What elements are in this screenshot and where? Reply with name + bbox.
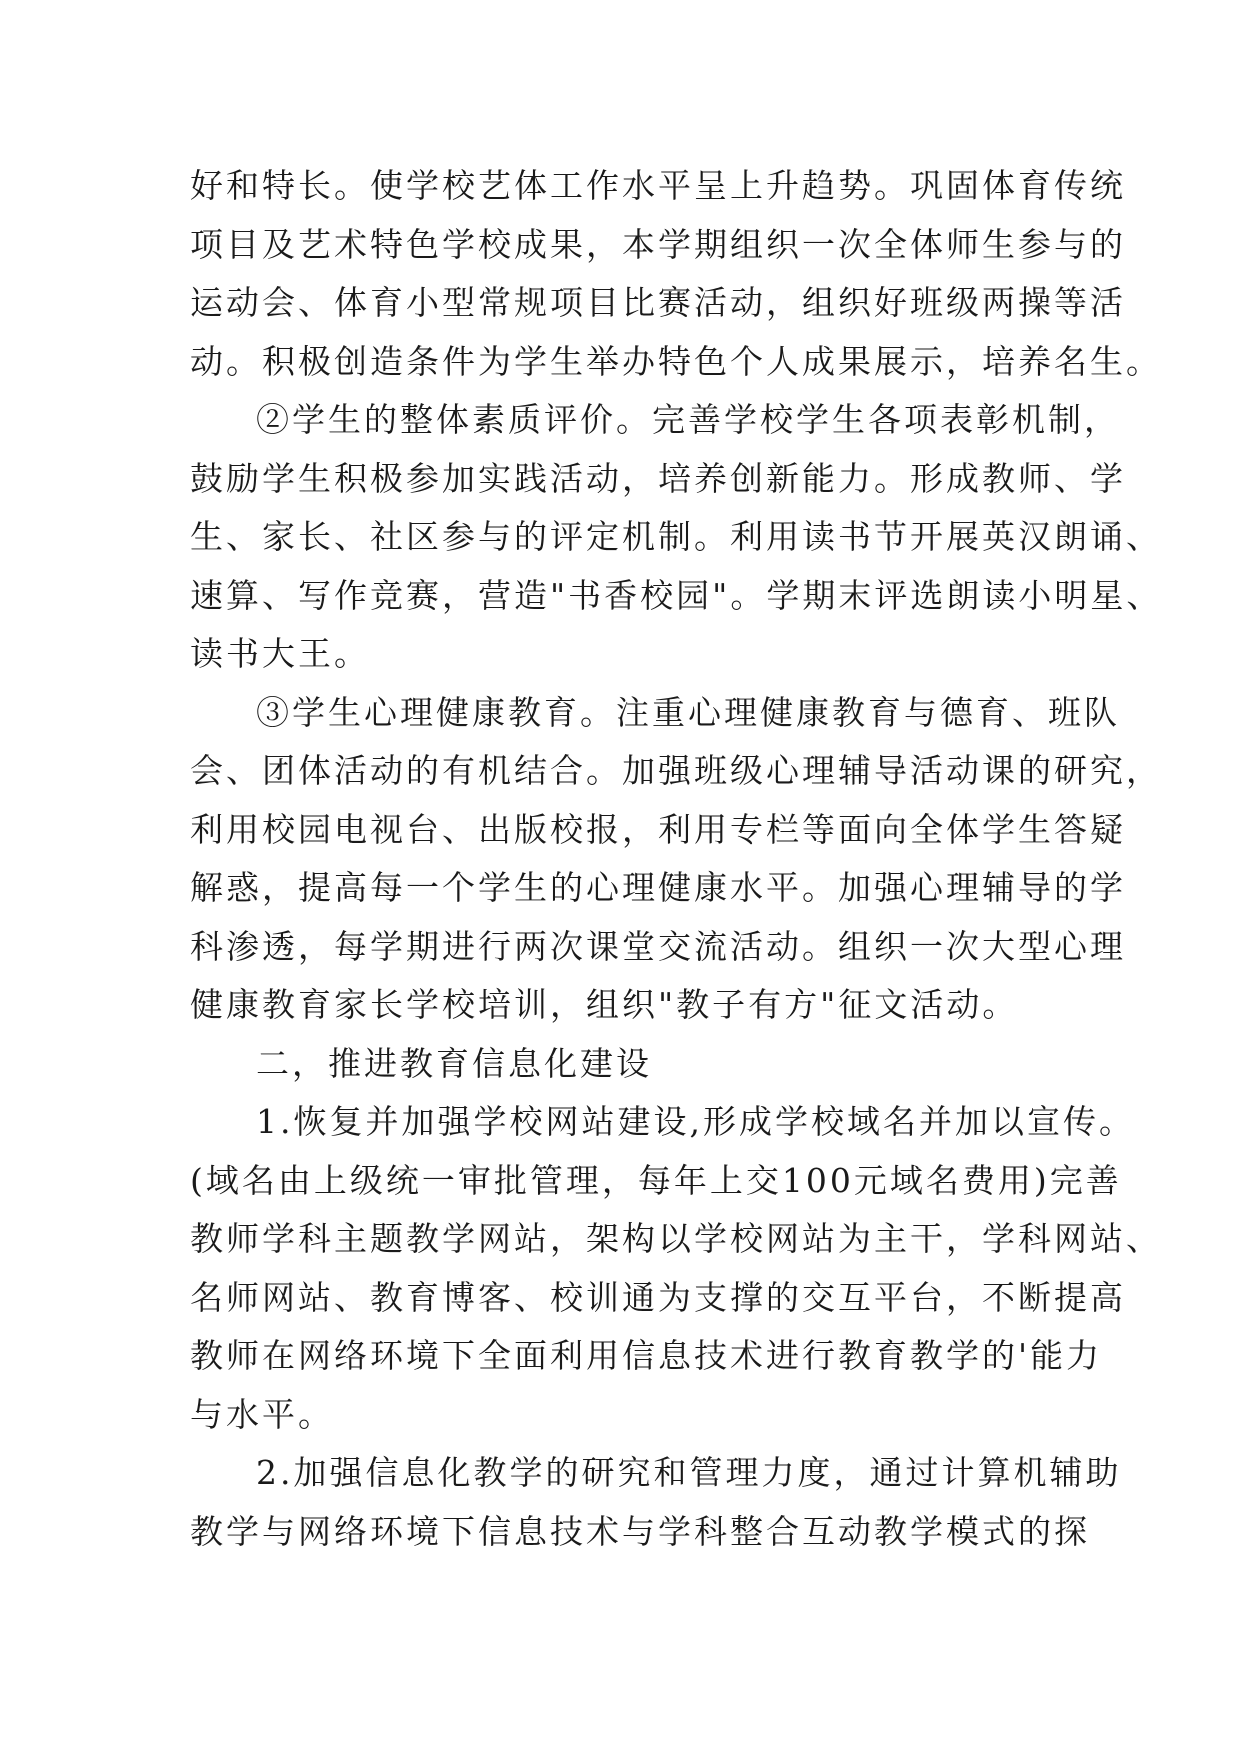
text-line: 健康教育家长学校培训，组织"教子有方"征文活动。 xyxy=(190,985,1019,1024)
paragraph-start-line: ②学生的整体素质评价。完善学校学生各项表彰机制， xyxy=(256,400,1120,439)
text-line: 利用校园电视台、出版校报，利用专栏等面向全体学生答疑 xyxy=(190,809,1126,849)
text-line: 项目及艺术特色学校成果，本学期组织一次全体师生参与的 xyxy=(190,224,1126,264)
paragraph-start-line: ③学生心理健康教育。注重心理健康教育与德育、班队 xyxy=(256,692,1120,732)
text-line: 鼓励学生积极参加实践活动，培养创新能力。形成教师、学 xyxy=(190,458,1126,498)
paragraph-start-line: 2.加强信息化教学的研究和管理力度，通过计算机辅助 xyxy=(256,1453,1122,1492)
text-line: 生、家长、社区参与的评定机制。利用读书节开展英汉朗诵、 xyxy=(190,517,1162,556)
text-line: 动。积极创造条件为学生举办特色个人成果展示，培养名生。 xyxy=(190,341,1162,381)
document-body xyxy=(190,157,1163,1561)
text-line: (域名由上级统一审批管理，每年上交100元域名费用)完善 xyxy=(190,1160,1122,1200)
text-line: 速算、写作竞赛，营造"书香校园"。学期末评选朗读小明星、 xyxy=(190,575,1163,615)
text-line: 好和特长。使学校艺体工作水平呈上升趋势。巩固体育传统 xyxy=(190,166,1126,205)
text-line: 教师在网络环境下全面利用信息技术进行教育教学的'能力 xyxy=(190,1336,1103,1375)
text-line: 读书大王。 xyxy=(190,634,370,673)
paragraph-start-line: 1.恢复并加强学校网站建设,形成学校域名并加以宣传。 xyxy=(256,1102,1135,1141)
text-line: 教师学科主题教学网站，架构以学校网站为主干，学科网站、 xyxy=(190,1219,1162,1258)
text-line: 运动会、体育小型常规项目比赛活动，组织好班级两操等活 xyxy=(190,283,1126,322)
text-line: 会、团体活动的有机结合。加强班级心理辅导活动课的研究， xyxy=(190,751,1162,790)
section-heading: 二，推进教育信息化建设 xyxy=(256,1043,652,1083)
text-line: 解惑，提高每一个学生的心理健康水平。加强心理辅导的学 xyxy=(190,868,1126,907)
text-line: 名师网站、教育博客、校训通为支撑的交互平台，不断提高 xyxy=(190,1277,1126,1317)
text-line: 科渗透，每学期进行两次课堂交流活动。组织一次大型心理 xyxy=(190,926,1126,966)
text-line: 与水平。 xyxy=(190,1394,334,1434)
text-line: 教学与网络环境下信息技术与学科整合互动教学模式的探 xyxy=(190,1511,1090,1551)
